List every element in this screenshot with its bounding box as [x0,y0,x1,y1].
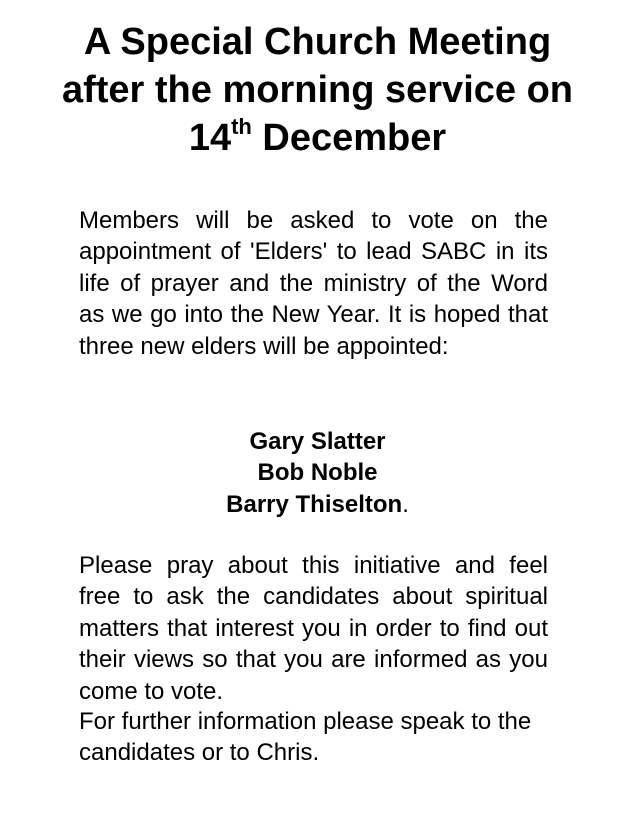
intro-paragraph: Members will be asked to vote on the appointment of 'Elders' to lead SABC in its life of prayer and the ministry of the Word as we go into the New Year. It is hoped that three new elders will be appointed: [79,207,548,360]
candidate-name-2: Bob Noble [257,459,378,487]
title-line-2: after the morning service on [61,69,573,111]
notice-title [0,18,635,162]
title-day-suffix: th [231,114,252,139]
title-line-1: A Special Church Meeting [83,21,552,63]
candidate-name-3: Barry Thiselton [226,490,403,518]
title-day: 14 [188,117,232,159]
title-month: December [262,117,447,159]
further-info-paragraph: For further information please speak to the candidates or to Chris. [79,708,532,767]
candidate-row-3 [226,491,409,518]
candidate-list [0,426,635,520]
candidate-list-period: . [402,490,409,518]
candidate-name-1: Gary Slatter [249,428,386,455]
prayer-paragraph: Please pray about this initiative and feel free to ask the candidates about spiritual matters that interest you in order to find out their views so that you are informed as you come to vote. [79,552,548,705]
